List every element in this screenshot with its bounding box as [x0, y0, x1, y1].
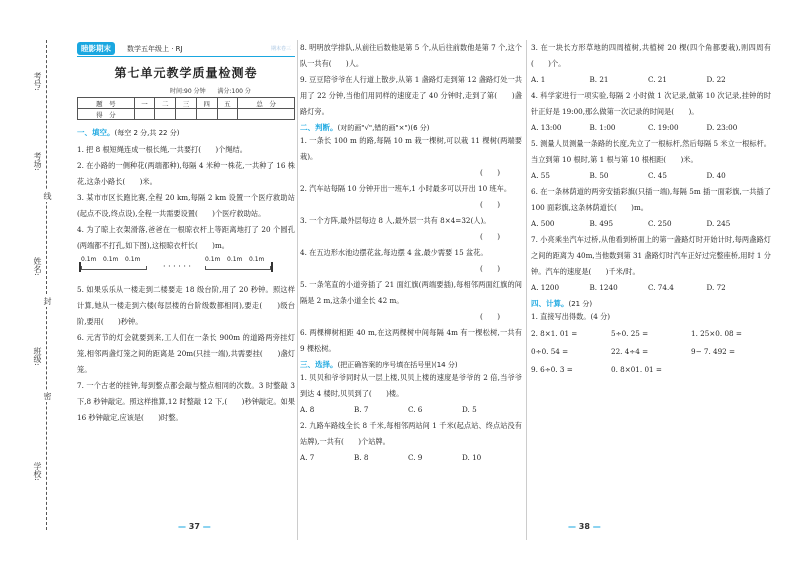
question-4: 4. 为了晾上衣架滑落,爸爸在一根晾衣杆上等距离地打了 20 个圆孔(两端都不打孔,如下图),这根晾衣杆长( )m。 [77, 225, 295, 250]
option[interactable]: B. 495 [589, 219, 614, 228]
section-note: (对的画"√",错的画"×")(6 分) [337, 124, 430, 132]
option[interactable]: A. 1 [531, 75, 546, 84]
judge-5: 5. 一条笔直的小道旁插了 21 面红旗(两端要插),每相邻两面红旗的间隔是 2 m,这条小道全长 42 m。 [300, 280, 522, 305]
question-2: 2. 在小路的一侧种花(两端都种),每隔 4 米种一株花,一共种了 16 株花,这条小路长( )米。 [77, 161, 295, 186]
question-6: 6. 元宵节的灯会就要到来,工人们在一条长 900m 的道路两旁挂灯笼,相邻两盏灯笼之间的距离是 20m(只挂一端),共需要挂( )盏灯笼。 [77, 333, 295, 374]
calc-item: 0. 8×01. 01 = [611, 365, 662, 374]
option[interactable]: C. 6 [408, 405, 423, 414]
choice-6: 6. 在一条林荫道的两旁安插彩旗(只插一端),每隔 5m 插一面彩旗,一共插了 100 面彩旗,这条林荫道长( )m。 [531, 187, 771, 212]
calc-item [691, 361, 771, 379]
section-choice [300, 359, 522, 370]
page-number: 38 [578, 522, 590, 531]
binding-dashed-line [46, 40, 47, 530]
section-fill-in [77, 127, 295, 138]
section-title: 四、计算。 [531, 299, 569, 308]
score-cell[interactable] [217, 109, 238, 120]
choice-4-options [531, 120, 771, 136]
option[interactable]: B. 7 [354, 405, 369, 414]
option[interactable]: B. 1240 [589, 283, 618, 292]
column-divider [297, 40, 298, 540]
choice-7-options [531, 280, 771, 296]
rod-label: 0.1m [227, 256, 243, 263]
total-score: 满分:100 分 [217, 88, 251, 95]
rod-label: 0.1m [81, 256, 97, 263]
choice-1: 1. 贝贝和爷爷同时从一层上楼,贝贝上楼的速度是爷爷的 2 倍,当爷爷到达 4 楼时,贝贝到了( )楼。 [300, 373, 522, 398]
question-7: 7. 一个古老的挂钟,每到整点都会敲与整点相同的次数。3 时整敲 3 下,8 秒钟敲定。照这样推算,12 时整敲 12 下,( )秒钟敲定。如果 16 秒钟敲定,应该是( )时整。 [77, 381, 295, 422]
option[interactable]: A. 500 [531, 219, 555, 228]
choice-2-options [300, 450, 522, 466]
section-calc [531, 298, 771, 309]
answer-paren[interactable]: ( ) [480, 168, 500, 177]
section-note: (21 分) [568, 300, 593, 308]
option[interactable]: B. 21 [589, 75, 609, 84]
column-divider [526, 40, 527, 540]
rod-label: 0.1m [103, 256, 119, 263]
school-label: 学校: [33, 462, 42, 481]
score-header-cell: 三 [176, 98, 197, 109]
calc-row [531, 343, 771, 361]
score-header-cell: 二 [155, 98, 176, 109]
binding-mark-secret: 密 [43, 392, 52, 400]
option[interactable]: A. 8 [300, 405, 315, 414]
calc-row [531, 325, 771, 343]
name-label: 姓名: [33, 257, 42, 276]
calc-item: 1. 25×0. 08 = [691, 329, 742, 338]
clothes-rod-diagram [77, 256, 295, 278]
rod-segment [205, 266, 271, 270]
calc-item: 5÷0. 25 = [611, 329, 649, 338]
option[interactable]: D. 23:00 [706, 123, 738, 132]
calc-instruction: 1. 直接写出得数。(4 分) [531, 312, 611, 321]
score-cell[interactable] [176, 109, 197, 120]
section-title: 一、填空。 [77, 128, 115, 137]
question-8: 8. 明明放学排队,从前往后数他是第 5 个,从后往前数他是第 7 个,这个队一共有( )人。 [300, 43, 522, 68]
choice-3-options [531, 72, 771, 88]
score-table [77, 97, 295, 120]
choice-4: 4. 科学家进行一项实验,每隔 2 小时做 1 次记录,做第 10 次记录,挂钟的时针正好是 19:00,那么做第一次记录的时间是( )。 [531, 91, 771, 116]
page-number: 37 [188, 522, 200, 531]
calc-item: 9. 6÷0. 3 = [531, 365, 573, 374]
answer-paren[interactable]: ( ) [480, 232, 500, 241]
option[interactable]: C. 21 [648, 75, 667, 84]
calc-item: 2. 8×1. 01 = [531, 329, 578, 338]
header-tag: 期末卷三 [270, 46, 291, 52]
section-title: 三、选择。 [300, 360, 338, 369]
column-right [531, 40, 771, 379]
binding-strip [8, 40, 68, 540]
page-header [77, 42, 295, 56]
judge-6: 6. 两棵柳树相距 40 m,在这两棵树中间每隔 4m 有一棵松树,一共有 9 棵松树。 [300, 328, 522, 353]
exam-meta [170, 86, 261, 95]
choice-7: 7. 小亮乘坐汽车过桥,从他看到桥面上的第一盏路灯时开始计时,每两盏路灯之间的距离为 40m,当他数到第 31 盏路灯时汽车正好过完整座桥,用时 1 分钟。汽车的速度是( )千米/时。 [531, 235, 771, 276]
choice-1-options [300, 402, 522, 418]
rod-ellipsis: · · · · · · [163, 262, 191, 271]
judge-1: 1. 一条长 100 m 的路,每隔 10 m 栽一棵树,可以栽 11 棵树(两端要栽)。 [300, 136, 522, 161]
score-row-label: 得 分 [78, 109, 135, 120]
class-label: 班级: [33, 347, 42, 366]
section-note: (每空 2 分,共 22 分) [114, 129, 180, 137]
option[interactable]: B. 50 [589, 171, 609, 180]
option[interactable]: A. 1200 [531, 283, 560, 292]
choice-2: 2. 九路车路线全长 8 千米,每相邻两站间 1 千米(起点站、终点站没有站牌),一共有( )个站牌。 [300, 421, 522, 446]
option[interactable]: C. 19:00 [648, 123, 679, 132]
brand-logo: 睦影期末 [77, 42, 115, 55]
calc-row [531, 361, 771, 379]
option[interactable]: C. 9 [408, 453, 423, 462]
rod-segment [81, 266, 147, 270]
option[interactable]: C. 45 [648, 171, 667, 180]
option[interactable]: D. 40 [706, 171, 726, 180]
score-header-cell: 一 [134, 98, 155, 109]
judge-4: 4. 在五边形水池边摆花盆,每边摆 4 盆,最少需要 15 盆花。 [300, 248, 488, 257]
exam-room-label: 考场: [33, 152, 42, 171]
calc-item: 9− 7. 492 = [691, 347, 736, 356]
page-number-left: — 37 — [178, 522, 211, 531]
rod-label: 0.1m [125, 256, 141, 263]
score-table-score-row [78, 109, 295, 120]
time-limit: 时间:90 分钟 [170, 88, 206, 95]
column-middle [300, 40, 522, 466]
option[interactable]: B. 8 [354, 453, 369, 462]
score-cell[interactable] [134, 109, 155, 120]
section-title: 二、判断。 [300, 123, 338, 132]
question-1: 1. 把 8 根短绳连成一根长绳,一共要打( )个绳结。 [77, 145, 247, 154]
score-cell[interactable] [238, 109, 295, 120]
option[interactable]: C. 74.4 [648, 283, 674, 292]
score-cell[interactable] [155, 109, 176, 120]
question-9: 9. 豆豆陪爷爷在人行道上散步,从第 1 盏路灯走到第 12 盏路灯处一共用了 22 分钟,当他们用同样的速度走了 40 分钟时,走到了第( )盏路灯旁。 [300, 75, 522, 116]
question-3: 3. 某市市区长跑比赛,全程 20 km,每隔 2 km 设置一个医疗救助站(起点不设,终点设),全程一共需要设置( )个医疗救助站。 [77, 193, 295, 218]
rod-end [271, 262, 273, 272]
score-header-cell: 五 [217, 98, 238, 109]
option[interactable]: D. 10 [462, 453, 482, 462]
judge-2: 2. 汽车站每隔 10 分钟开出一班车,1 小时最多可以开出 10 班车。 [300, 184, 512, 193]
option[interactable]: A. 7 [300, 453, 315, 462]
answer-paren[interactable]: ( ) [480, 200, 500, 209]
score-header-cell: 总 分 [238, 98, 295, 109]
header-underline [77, 56, 295, 57]
option[interactable]: B. 1:00 [589, 123, 616, 132]
score-table-header-row [78, 98, 295, 109]
option[interactable]: A. 13:00 [531, 123, 562, 132]
page-number-right: — 38 — [568, 522, 601, 531]
score-header-cell: 题 号 [78, 98, 135, 109]
option[interactable]: D. 22 [706, 75, 726, 84]
rod-label: 0.1m [249, 256, 265, 263]
section-judge [300, 122, 522, 133]
score-header-cell: 四 [196, 98, 217, 109]
column-left [77, 127, 295, 426]
page-title: 第七单元教学质量检测卷 [114, 66, 258, 80]
option[interactable]: D. 5 [462, 405, 477, 414]
calc-item: 0÷0. 54 = [531, 347, 569, 356]
binding-mark-seal: 封 [43, 297, 52, 305]
option[interactable]: C. 250 [648, 219, 672, 228]
choice-5-options [531, 168, 771, 184]
choice-3: 3. 在一块长方形草地的四周植树,共植树 20 棵(四个角都要栽),则四周有( )个。 [531, 43, 771, 68]
binding-mark-line: 线 [43, 192, 52, 200]
choice-5: 5. 测量人员测量一条路的长度,先立了一根标杆,然后每隔 5 米立一根标杆。当立到第 10 根时,第 1 根与第 10 根相距( )米。 [531, 139, 771, 164]
option[interactable]: A. 55 [531, 171, 550, 180]
book-subtitle: 数学五年级上 · RJ [127, 45, 183, 53]
rod-label: 0.1m [205, 256, 221, 263]
question-5: 5. 如果乐乐从一楼走到二楼要走 18 级台阶,用了 20 秒钟。照这样计算,她从一楼走到六楼(每层楼的台阶级数都相同),要走( )级台阶,要用( )秒钟。 [77, 285, 295, 326]
section-note: (把正确答案的序号填在括号里)(14 分) [337, 361, 458, 369]
score-cell[interactable] [196, 109, 217, 120]
calc-item: 22. 4÷4 = [611, 347, 649, 356]
option[interactable]: D. 72 [706, 283, 726, 292]
choice-6-options [531, 216, 771, 232]
option[interactable]: D. 245 [706, 219, 731, 228]
answer-paren[interactable]: ( ) [480, 264, 500, 273]
judge-3: 3. 一个方阵,最外层每边 8 人,最外层一共有 8×4=32(人)。 [300, 216, 491, 225]
answer-paren[interactable]: ( ) [480, 312, 500, 321]
exam-number-label: 考号: [33, 72, 42, 91]
